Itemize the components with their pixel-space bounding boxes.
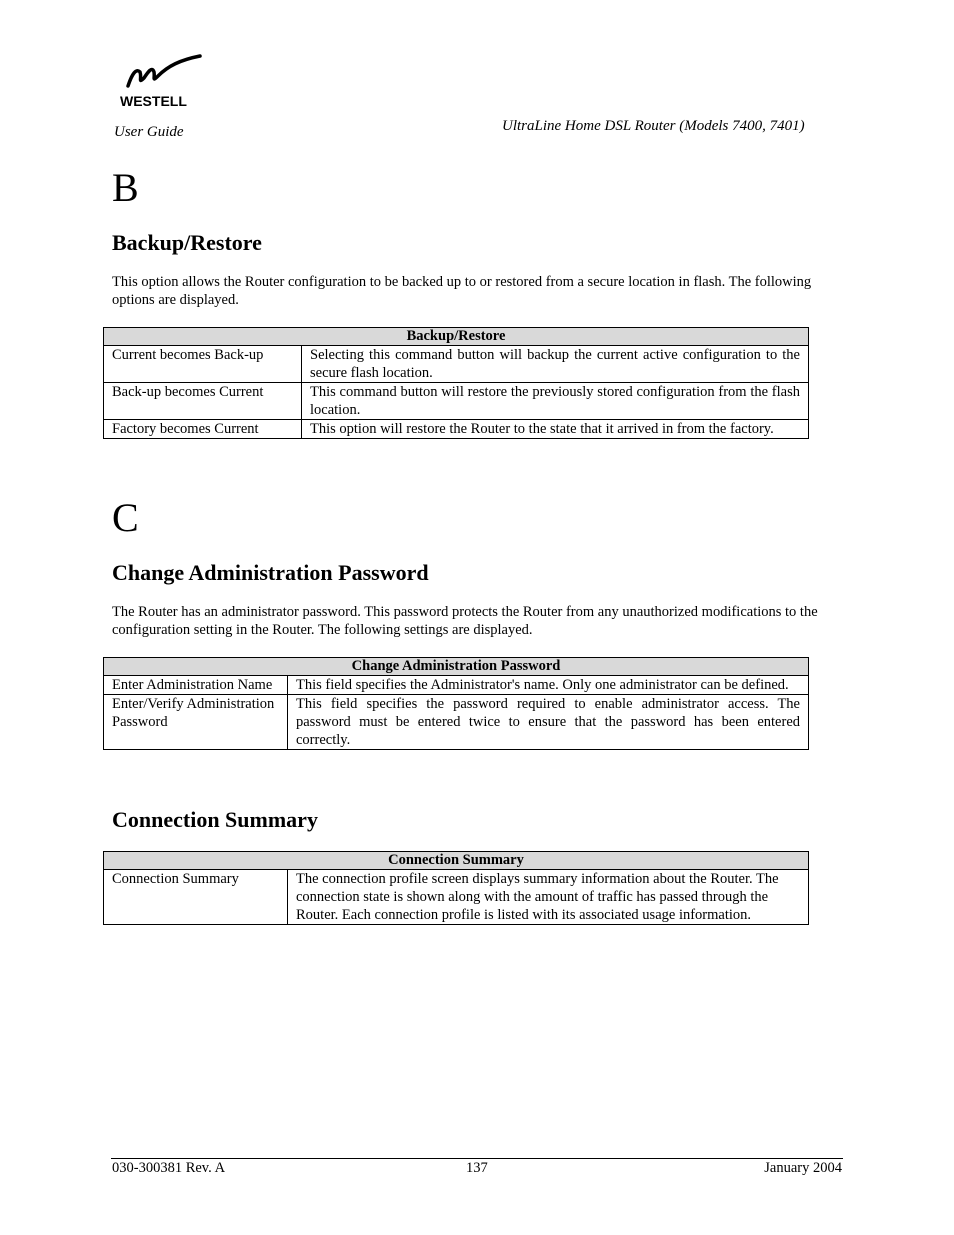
heading-connection-summary: Connection Summary — [112, 807, 318, 832]
row-label: Back-up becomes Current — [104, 383, 302, 420]
westell-logo — [118, 52, 208, 110]
row-label: Factory becomes Current — [104, 420, 302, 439]
table-row — [104, 870, 809, 925]
table-backup-restore — [103, 327, 809, 439]
header-doc-type: User Guide — [114, 124, 184, 140]
row-description: This field specifies the Administrator's name. Only one administrator can be defined. — [288, 676, 809, 695]
section-letter-c: C — [112, 495, 139, 540]
row-label: Current becomes Back-up — [104, 346, 302, 383]
westell-logo-icon — [118, 52, 208, 110]
footer-page-number: 137 — [466, 1160, 488, 1176]
header-product-title: UltraLine Home DSL Router (Models 7400, 7401) — [502, 118, 805, 134]
table-row — [104, 383, 809, 420]
row-description: This option will restore the Router to the state that it arrived in from the factory. — [302, 420, 809, 439]
row-label: Enter/Verify Administration Password — [104, 695, 288, 750]
section-letter-b: B — [112, 165, 139, 210]
row-description: This command button will restore the previously stored configuration from the flash location. — [302, 383, 809, 420]
row-label: Connection Summary — [104, 870, 288, 925]
footer-date: January 2004 — [764, 1160, 842, 1176]
paragraph-backup-restore: This option allows the Router configuration to be backed up to or restored from a secure location in flash. The following options are displayed. — [112, 274, 812, 308]
table-row — [104, 695, 809, 750]
table-change-admin-password — [103, 657, 809, 750]
row-description: The connection profile screen displays summary information about the Router. The connection state is shown along with the amount of traffic has passed through the Router. Each connection profile is listed with its associated usage information. — [288, 870, 809, 925]
table-row — [104, 346, 809, 383]
table-row — [104, 420, 809, 439]
table-header: Connection Summary — [104, 852, 809, 870]
row-description: Selecting this command button will backup the current active configuration to the secure flash location. — [302, 346, 809, 383]
table-row — [104, 676, 809, 695]
logo-wordmark: WESTELL — [120, 93, 187, 109]
paragraph-change-admin-password: The Router has an administrator password. This password protects the Router from any unauthorized modifications to the configuration setting in the Router. The following settings are displayed. — [112, 604, 818, 638]
table-header: Backup/Restore — [104, 328, 809, 346]
heading-change-admin-password: Change Administration Password — [112, 560, 429, 585]
row-description: This field specifies the password required to enable administrator access. The password must be entered twice to ensure that the password has been entered correctly. — [288, 695, 809, 750]
heading-backup-restore: Backup/Restore — [112, 230, 262, 255]
footer-divider — [111, 1158, 843, 1159]
footer-doc-number: 030-300381 Rev. A — [112, 1160, 226, 1176]
table-connection-summary — [103, 851, 809, 925]
table-header: Change Administration Password — [104, 658, 809, 676]
row-label: Enter Administration Name — [104, 676, 288, 695]
